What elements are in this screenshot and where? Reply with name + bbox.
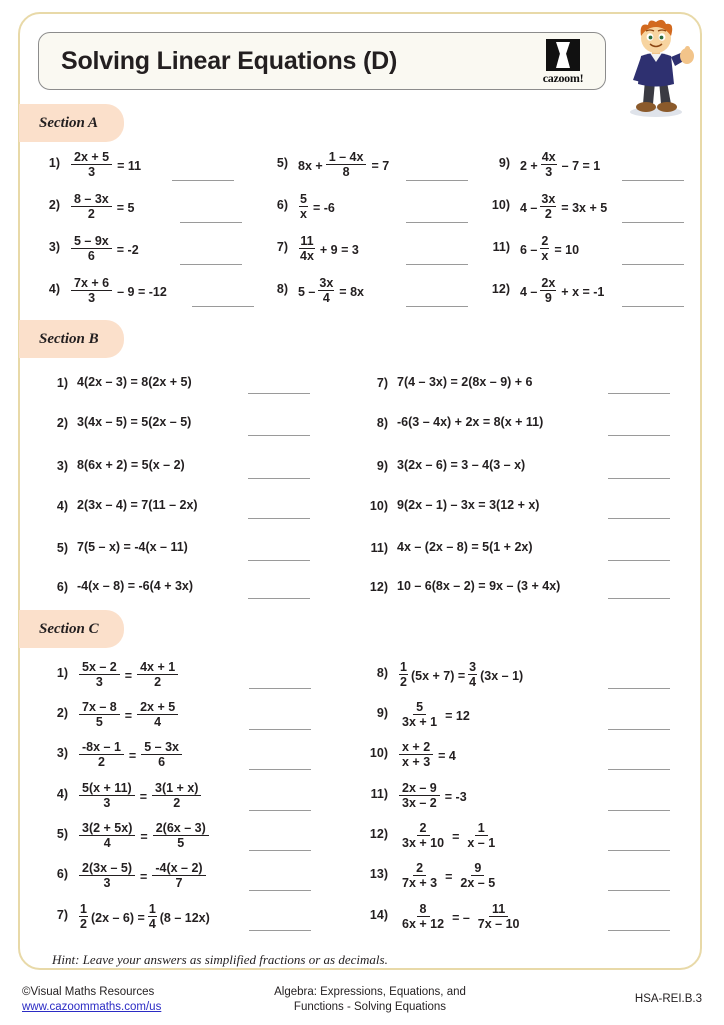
- question-row: [484, 152, 603, 180]
- question-row: [42, 372, 192, 392]
- question-expression: 4 – $\frac{3x}{2}$ = 3x + 5: [520, 192, 608, 222]
- question-row: [42, 662, 180, 690]
- answer-line[interactable]: [608, 729, 670, 730]
- question-number: 7): [276, 240, 288, 254]
- question-row: [362, 412, 543, 432]
- question-expression: $\frac{3(2 + 5x)}{4}$ = $\frac{2(6x - 3)}{5}$: [68, 823, 211, 851]
- question-expression: $\frac{5(x + 11)}{3}$ = $\frac{3(1 + x)}{2}$: [68, 783, 203, 811]
- question-expression: 4 – $\frac{2x}{9}$ + x = -1: [520, 276, 605, 306]
- question-expression: 3(4x – 5) = 5(2x – 5): [77, 415, 192, 429]
- question-expression: 3(2x – 6) = 3 – 4(3 – x): [397, 458, 526, 472]
- answer-line[interactable]: [180, 264, 242, 265]
- question-row: [42, 783, 203, 811]
- question-number: 6): [276, 198, 288, 212]
- question-row: [362, 904, 525, 932]
- question-row: [42, 904, 211, 932]
- website-link[interactable]: www.cazoommaths.com/us: [22, 1001, 162, 1013]
- question-expression: 4x – (2x – 8) = 5(1 + 2x): [397, 540, 533, 554]
- hourglass-glyph: [556, 42, 570, 68]
- answer-line[interactable]: [249, 810, 311, 811]
- answer-line[interactable]: [608, 850, 670, 851]
- question-expression: $\frac{5x - 2}{3}$ = $\frac{4x + 1}{2}$: [68, 662, 180, 690]
- answer-line[interactable]: [406, 306, 468, 307]
- question-row: [34, 278, 170, 306]
- answer-line[interactable]: [608, 810, 670, 811]
- answer-line[interactable]: [248, 435, 310, 436]
- question-row: [362, 495, 539, 515]
- footer-left: [22, 985, 161, 1015]
- question-number: 9): [498, 156, 510, 170]
- answer-line[interactable]: [406, 180, 468, 181]
- question-number: 2): [56, 706, 68, 720]
- answer-line[interactable]: [608, 435, 670, 436]
- question-number: 8): [276, 282, 288, 296]
- answer-line[interactable]: [249, 890, 311, 891]
- section-tab-a: [19, 104, 124, 142]
- title-box: [38, 32, 606, 90]
- question-expression: 8(6x + 2) = 5(x – 2): [77, 458, 185, 472]
- question-expression: $\frac{2(3x - 5)}{3}$ = $\frac{-4(x - 2)}{7}$: [68, 863, 208, 891]
- answer-line[interactable]: [172, 180, 234, 181]
- answer-line[interactable]: [248, 518, 310, 519]
- question-number: 5): [56, 827, 68, 841]
- question-number: 8): [376, 666, 388, 680]
- question-number: 12): [369, 827, 388, 841]
- question-number: 11): [370, 787, 388, 801]
- question-expression: 10 – 6(8x – 2) = 9x – (3 + 4x): [397, 579, 561, 593]
- question-number: 2): [48, 198, 60, 212]
- question-number: 6): [56, 580, 68, 594]
- answer-line[interactable]: [192, 306, 254, 307]
- question-expression: $\frac{2}{3x + 10}$ = $\frac{1}{x - 1}$: [402, 821, 496, 851]
- question-expression: $\frac{2x + 5}{3}$ = 11: [60, 152, 144, 180]
- question-number: 11): [370, 541, 388, 555]
- question-number: 4): [56, 499, 68, 513]
- section-a-label: Section A: [39, 114, 99, 131]
- cazoom-logo: [535, 39, 591, 87]
- question-expression: $\frac{7x + 6}{3}$ – 9 = -12: [60, 278, 170, 306]
- question-number: 9): [376, 459, 388, 473]
- topic-line-1: Algebra: Expressions, Equations, and: [274, 986, 466, 998]
- question-number: 14): [369, 908, 388, 922]
- question-expression: 2 + $\frac{4x}{3}$ – 7 = 1: [520, 150, 601, 180]
- question-row: [484, 194, 610, 222]
- answer-line[interactable]: [608, 930, 670, 931]
- question-number: 10): [491, 198, 510, 212]
- question-number: 2): [56, 416, 68, 430]
- answer-line[interactable]: [608, 890, 670, 891]
- question-expression: $\frac{2x - 9}{3x - 2}$ = -3: [388, 783, 470, 811]
- answer-line[interactable]: [608, 598, 670, 599]
- question-number: 10): [369, 746, 388, 760]
- answer-line[interactable]: [249, 930, 311, 931]
- question-expression: $\frac{-8x - 1}{2}$ = $\frac{5 - 3x}{6}$: [68, 742, 184, 770]
- question-number: 3): [48, 240, 60, 254]
- section-b-label: Section B: [39, 330, 99, 347]
- answer-line[interactable]: [608, 769, 670, 770]
- question-expression: 2(3x – 4) = 7(11 – 2x): [77, 498, 198, 512]
- question-row: [362, 455, 525, 475]
- topic-line-2: Functions - Solving Equations: [293, 1001, 447, 1013]
- question-expression: $\frac{8}{6x + 12}$ = – $\frac{11}{7x - 10}$: [402, 902, 520, 932]
- question-number: 3): [56, 459, 68, 473]
- question-row: [42, 576, 193, 596]
- question-expression: -6(3 – 4x) + 2x = 8(x + 11): [397, 415, 544, 429]
- question-number: 5): [276, 156, 288, 170]
- question-row: [362, 742, 459, 770]
- answer-line[interactable]: [180, 222, 242, 223]
- page-footer: [0, 985, 724, 1025]
- page-title: Solving Linear Equations (D): [61, 46, 398, 75]
- question-number: 1): [56, 376, 68, 390]
- hint-text: Hint: Leave your answers as simplified fractions or as decimals.: [52, 952, 388, 967]
- copyright-text: ©Visual Maths Resources: [22, 986, 155, 998]
- question-number: 1): [48, 156, 60, 170]
- question-expression: $\frac{7x - 8}{5}$ = $\frac{2x + 5}{4}$: [68, 702, 180, 730]
- question-expression: 9(2x – 1) – 3x = 3(12 + x): [397, 498, 540, 512]
- answer-line[interactable]: [622, 306, 684, 307]
- answer-line[interactable]: [608, 688, 670, 689]
- answer-line[interactable]: [406, 222, 468, 223]
- question-expression: $\frac{5}{x}$ = -6: [300, 192, 335, 222]
- question-row: [484, 278, 607, 306]
- question-number: 7): [56, 908, 68, 922]
- question-row: [362, 702, 473, 730]
- question-number: 9): [376, 706, 388, 720]
- question-row: [34, 194, 138, 222]
- question-row: [42, 823, 211, 851]
- question-row: [34, 152, 144, 180]
- question-number: 4): [56, 787, 68, 801]
- footer-center: [250, 985, 490, 1015]
- question-row: [42, 537, 188, 557]
- question-row: [362, 662, 524, 690]
- question-row: [42, 455, 185, 475]
- question-row: [42, 412, 191, 432]
- question-row: [34, 236, 142, 264]
- question-row: [262, 278, 367, 306]
- boy-thumbs-up-mascot-icon: [615, 18, 697, 118]
- question-row: [362, 823, 500, 851]
- question-expression: $\frac{2}{7x + 3}$ = $\frac{9}{2x - 5}$: [402, 861, 496, 891]
- answer-line[interactable]: [622, 264, 684, 265]
- question-expression: $\frac{11}{4x}$ + 9 = 3: [300, 234, 359, 264]
- question-row: [262, 194, 338, 222]
- question-expression: $\frac{5 - 9x}{6}$ = -2: [60, 236, 142, 264]
- question-row: [42, 702, 180, 730]
- section-tab-c: [19, 610, 124, 648]
- question-number: 13): [369, 867, 388, 881]
- question-expression: 5 – $\frac{3x}{4}$ = 8x: [298, 276, 364, 306]
- question-row: [42, 495, 198, 515]
- question-row: [362, 537, 533, 557]
- logo-wordmark: cazoom!: [542, 71, 584, 85]
- section-c-label: Section C: [39, 620, 99, 637]
- question-number: 7): [376, 376, 388, 390]
- question-expression: 6 – $\frac{2}{x}$ = 10: [520, 234, 580, 264]
- answer-line[interactable]: [608, 518, 670, 519]
- hourglass-logo-icon: [546, 39, 580, 71]
- answer-line[interactable]: [249, 850, 311, 851]
- worksheet-header: [38, 32, 606, 90]
- answer-line[interactable]: [248, 478, 310, 479]
- question-row: [42, 742, 184, 770]
- question-expression: $\frac{x + 2}{x + 3}$ = 4: [388, 742, 459, 770]
- question-row: [362, 783, 470, 811]
- question-expression: $\frac{5}{3x + 1}$ = 12: [402, 700, 470, 730]
- question-number: 5): [56, 541, 68, 555]
- answer-line[interactable]: [249, 729, 311, 730]
- question-expression: $\frac{1}{2}$ (5x + 7) = $\frac{3}{4}$ (3x – 1): [400, 660, 524, 690]
- answer-line[interactable]: [622, 222, 684, 223]
- question-expression: -4(x – 8) = -6(4 + 3x): [77, 579, 194, 593]
- question-expression: 8x + $\frac{1 - 4x}{8}$ = 7: [298, 150, 390, 180]
- question-row: [362, 372, 533, 392]
- answer-line[interactable]: [608, 393, 670, 394]
- question-expression: $\frac{8 - 3x}{2}$ = 5: [60, 194, 138, 222]
- answer-line[interactable]: [248, 598, 310, 599]
- question-expression: 7(4 – 3x) = 2(8x – 9) + 6: [397, 375, 533, 389]
- answer-line[interactable]: [406, 264, 468, 265]
- question-expression: $\frac{1}{2}$ (2x – 6) = $\frac{1}{4}$ (8 – 12x): [80, 902, 210, 932]
- standard-code: HSA-REI.B.3: [634, 993, 702, 1005]
- question-number: 6): [56, 867, 68, 881]
- question-number: 12): [491, 282, 510, 296]
- question-number: 10): [369, 499, 388, 513]
- answer-line[interactable]: [248, 560, 310, 561]
- question-number: 11): [492, 240, 510, 254]
- question-expression: 7(5 – x) = -4(x – 11): [77, 540, 188, 554]
- answer-line[interactable]: [248, 393, 310, 394]
- question-number: 12): [369, 580, 388, 594]
- question-row: [262, 236, 362, 264]
- question-number: 8): [376, 416, 388, 430]
- answer-line[interactable]: [249, 769, 311, 770]
- question-row: [362, 576, 560, 596]
- section-tab-b: [19, 320, 124, 358]
- answer-line[interactable]: [608, 560, 670, 561]
- question-number: 1): [56, 666, 68, 680]
- question-row: [362, 863, 500, 891]
- question-row: [42, 863, 208, 891]
- question-expression: 4(2x – 3) = 8(2x + 5): [77, 375, 192, 389]
- answer-line[interactable]: [249, 688, 311, 689]
- question-row: [484, 236, 582, 264]
- question-number: 3): [56, 746, 68, 760]
- question-row: [262, 152, 392, 180]
- answer-line[interactable]: [608, 478, 670, 479]
- answer-line[interactable]: [622, 180, 684, 181]
- question-number: 4): [48, 282, 60, 296]
